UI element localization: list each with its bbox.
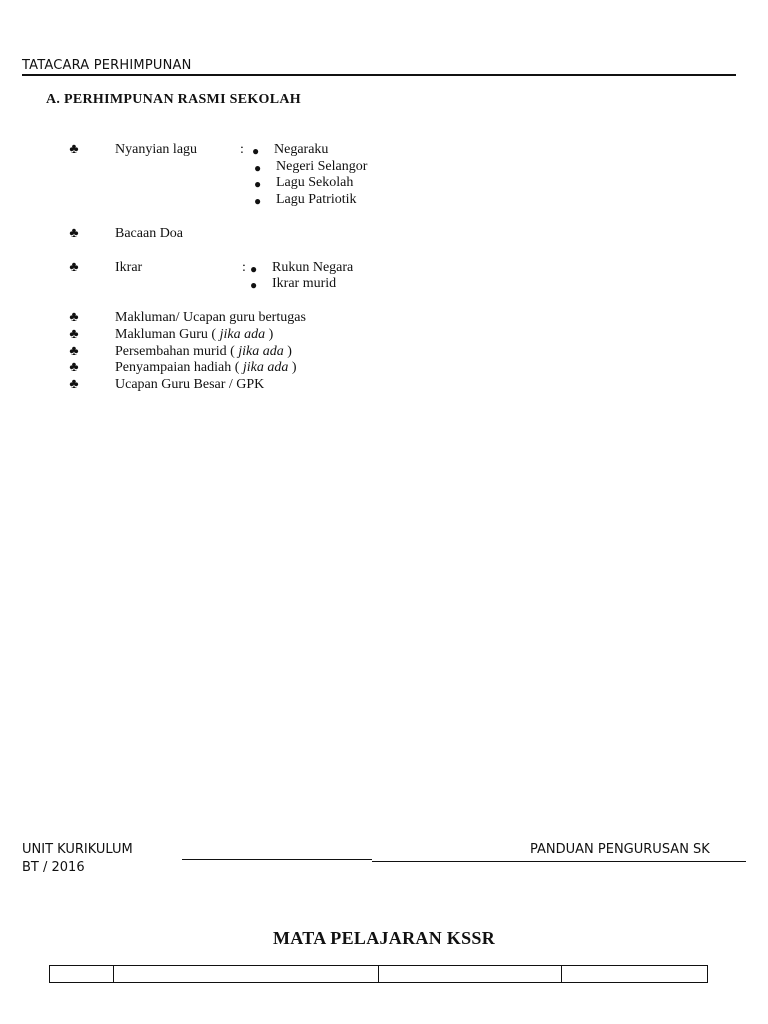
dot-bullet-icon: ● [254,177,262,191]
club-bullet-icon: ♣ [69,360,79,375]
section-title: A. PERHIMPUNAN RASMI SEKOLAH [46,92,301,107]
dot-bullet-icon: ● [250,262,258,276]
note-text: jika ada [242,360,289,375]
item-label: Ikrar [115,260,143,275]
dot-bullet-icon: ● [254,161,262,175]
club-bullet-icon: ♣ [69,260,79,275]
table-cell-divider [561,966,562,982]
club-bullet-icon: ♣ [69,142,79,157]
sub-item: Lagu Sekolah [276,175,354,190]
list-item: Penyampaian hadiah ( jika ada ) [115,360,297,375]
item-label: Bacaan Doa [115,226,184,241]
table-cell-divider [378,966,379,982]
club-bullet-icon: ♣ [69,310,79,325]
header-rule [22,74,736,76]
club-bullet-icon: ♣ [69,226,79,241]
dot-bullet-icon: ● [250,278,258,292]
footer-rule [182,859,372,860]
list-item: Makluman/ Ucapan guru bertugas [115,310,306,325]
next-page-title: MATA PELAJARAN KSSR [272,928,496,948]
note-text: jika ada [219,327,266,342]
header-title: TATACARA PERHIMPUNAN [22,58,192,73]
list-item: Ucapan Guru Besar / GPK [115,377,265,392]
sub-item: Lagu Patriotik [276,192,357,207]
sub-item: Rukun Negara [272,260,354,275]
club-bullet-icon: ♣ [69,377,79,392]
item-colon: : [240,142,244,157]
footer-left: UNIT KURIKULUM [22,842,133,857]
item-colon: : [242,260,246,275]
table-cell-divider [113,966,114,982]
club-bullet-icon: ♣ [69,344,79,359]
dot-bullet-icon: ● [254,194,262,208]
item-label: Nyanyian lagu [115,142,198,157]
footer-right: PANDUAN PENGURUSAN SK [530,842,710,857]
list-item: Makluman Guru ( jika ada ) [115,327,274,342]
club-bullet-icon: ♣ [69,327,79,342]
footer-rule [372,861,746,862]
table-header-row [49,965,708,983]
note-text: jika ada [238,344,284,359]
sub-item: Negaraku [274,142,329,157]
footer-year: BT / 2016 [22,860,85,875]
sub-item: Ikrar murid [272,276,337,291]
sub-item: Negeri Selangor [276,159,368,174]
list-item: Persembahan murid ( jika ada ) [115,344,292,359]
dot-bullet-icon: ● [252,144,260,158]
